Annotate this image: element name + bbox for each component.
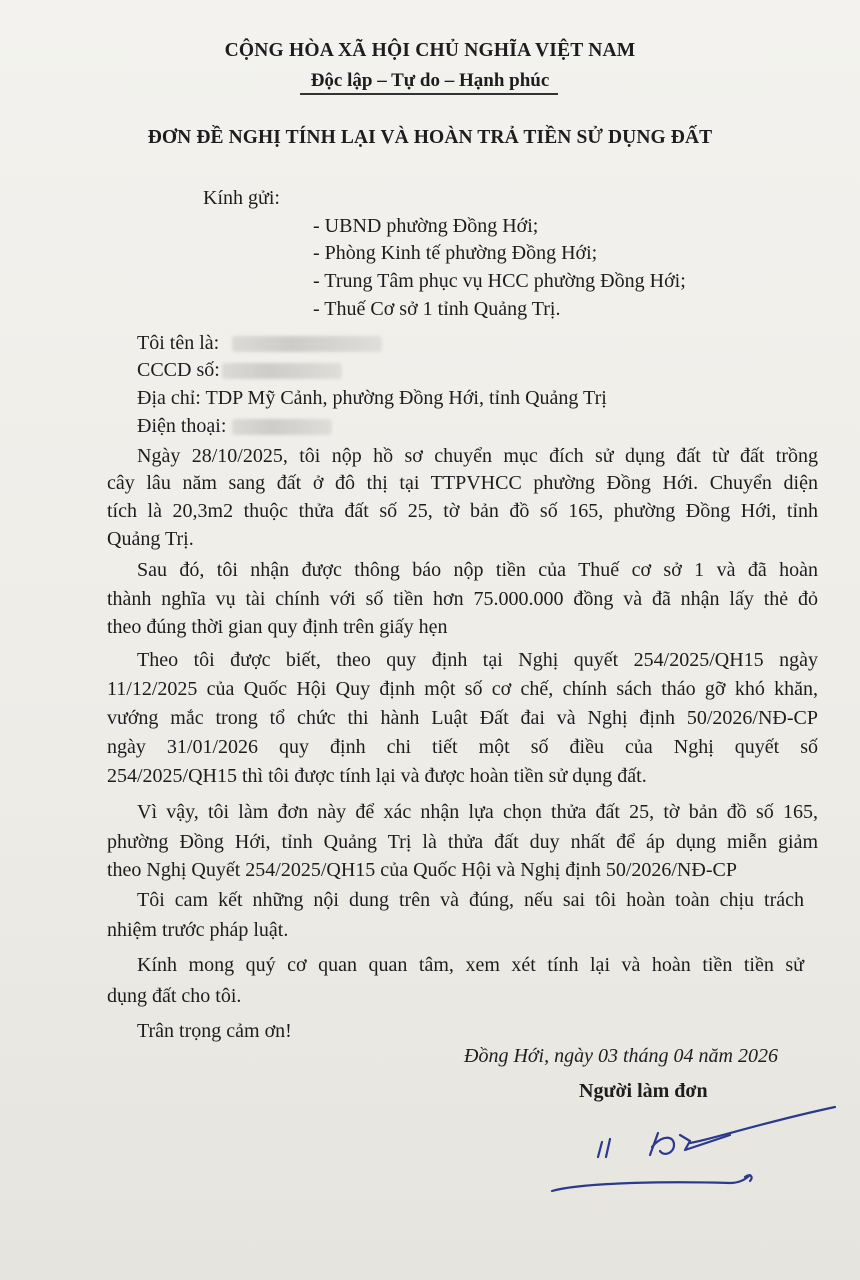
motto-underline — [300, 93, 558, 95]
body-line: vướng mắc trong tổ chức thi hành Luật Đất đai và Nghị định 50/2026/NĐ-CP — [107, 707, 818, 729]
date-place: Đồng Hới, ngày 03 tháng 04 năm 2026 — [464, 1045, 778, 1067]
body-line: tích là 20,3m2 thuộc thửa đất số 25, tờ bản đồ số 165, phường Đồng Hới, tỉnh — [107, 500, 818, 522]
body-line: 11/12/2025 của Quốc Hội Quy định một số cơ chế, chính sách tháo gỡ khó khăn, — [107, 678, 818, 700]
body-line: Vì vậy, tôi làm đơn này để xác nhận lựa chọn thửa đất 25, tờ bản đồ số 165, — [137, 801, 818, 823]
body-line: theo đúng thời gian quy định trên giấy hẹn — [107, 616, 448, 638]
body-line: 254/2025/QH15 thì tôi được tính lại và được hoàn tiền sử dụng đất. — [107, 765, 647, 787]
name-label: Tôi tên là: — [137, 332, 220, 354]
body-line: ngày 31/01/2026 quy định chi tiết một số điều của Nghị quyết số — [107, 736, 818, 758]
closing-thanks: Trân trọng cảm ơn! — [137, 1020, 292, 1042]
handwritten-signature — [540, 1095, 840, 1215]
address-line: Địa chỉ: TDP Mỹ Cảnh, phường Đồng Hới, tỉnh Quảng Trị — [137, 387, 607, 409]
redacted-id — [222, 363, 342, 379]
body-line: thành nghĩa vụ tài chính với số tiền hơn 75.000.000 đồng và đã nhận lấy thẻ đỏ — [107, 588, 818, 610]
signer-label: Người làm đơn — [579, 1080, 708, 1102]
national-motto: Độc lập – Tự do – Hạnh phúc — [310, 70, 550, 91]
body-line: Tôi cam kết những nội dung trên và đúng, nếu sai tôi hoàn toàn chịu trách — [137, 889, 804, 911]
body-line: Theo tôi được biết, theo quy định tại Nghị quyết 254/2025/QH15 ngày — [137, 649, 818, 671]
document-title: ĐƠN ĐỀ NGHỊ TÍNH LẠI VÀ HOÀN TRẢ TIỀN SỬ DỤNG ĐẤT — [147, 127, 713, 148]
body-line: theo Nghị Quyết 254/2025/QH15 của Quốc Hội và Nghị định 50/2026/NĐ-CP — [107, 859, 737, 881]
national-header: CỘNG HÒA XÃ HỘI CHỦ NGHĨA VIỆT NAM — [224, 40, 636, 61]
recipient-1: - UBND phường Đồng Hới; — [313, 215, 539, 237]
recipient-4: - Thuế Cơ sở 1 tỉnh Quảng Trị. — [313, 298, 561, 320]
salutation: Kính gửi: — [203, 187, 280, 209]
body-line: dụng đất cho tôi. — [107, 985, 242, 1007]
body-line: Ngày 28/10/2025, tôi nộp hồ sơ chuyển mục đích sử dụng đất từ đất trồng — [137, 445, 818, 467]
body-line: nhiệm trước pháp luật. — [107, 919, 289, 941]
recipient-3: - Trung Tâm phục vụ HCC phường Đồng Hới; — [313, 270, 686, 292]
body-line: Quảng Trị. — [107, 528, 194, 550]
redacted-name — [232, 336, 382, 352]
phone-label: Điện thoại: — [137, 415, 227, 437]
body-line: phường Đồng Hới, tỉnh Quảng Trị là thửa đất duy nhất để áp dụng miễn giảm — [107, 831, 818, 853]
redacted-phone — [232, 419, 332, 435]
body-line: cây lâu năm sang đất ở đô thị tại TTPVHCC phường Đồng Hới. Chuyển diện — [107, 472, 818, 494]
recipient-2: - Phòng Kinh tế phường Đồng Hới; — [313, 242, 598, 264]
body-line: Kính mong quý cơ quan quan tâm, xem xét tính lại và hoàn tiền tiền sử — [137, 954, 804, 976]
id-label: CCCD số: — [137, 359, 220, 381]
body-line: Sau đó, tôi nhận được thông báo nộp tiền của Thuế cơ sở 1 và đã hoàn — [137, 559, 818, 581]
